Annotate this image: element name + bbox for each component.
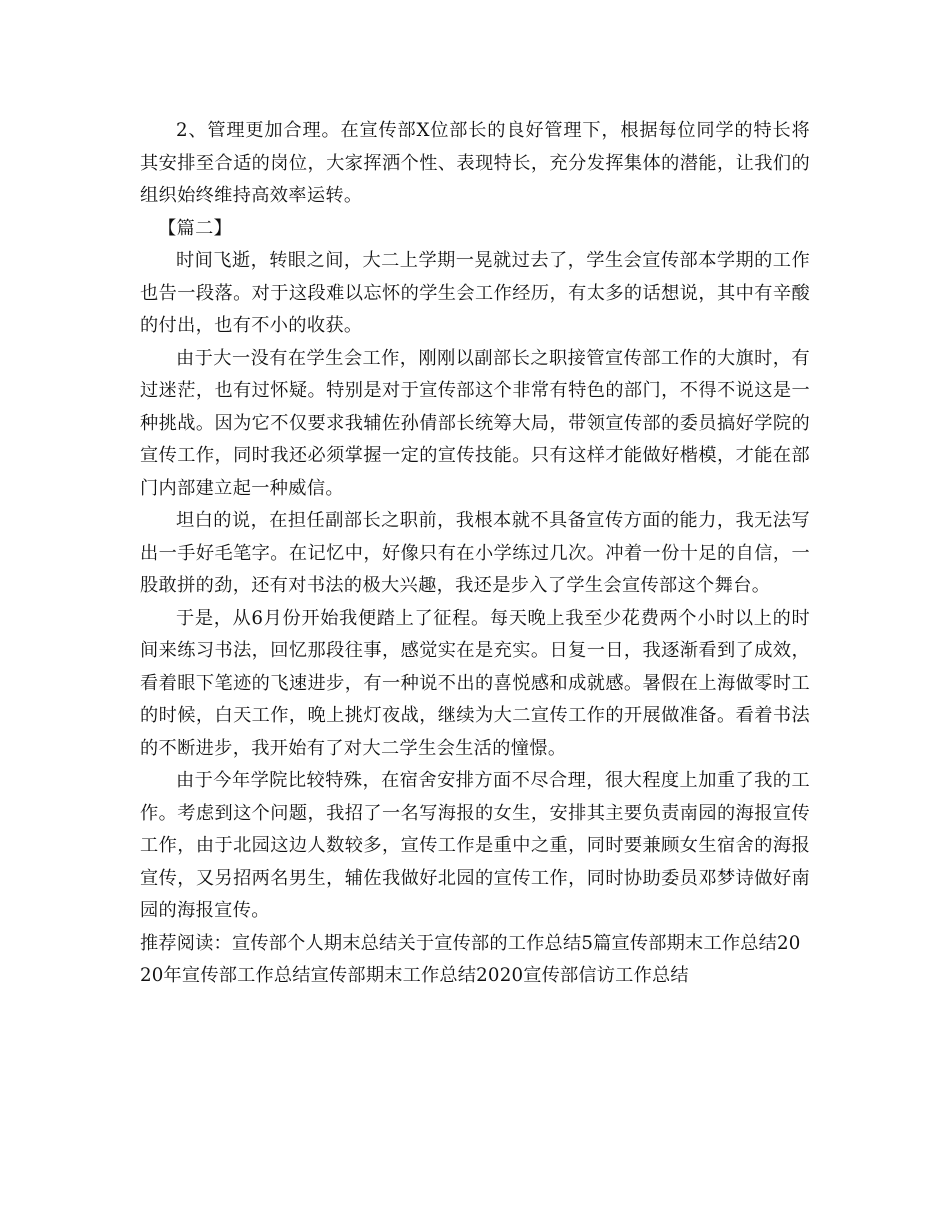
- section-title: 【篇二】: [158, 217, 233, 239]
- recommended-link[interactable]: 2020年宣传部工作总结: [140, 932, 801, 986]
- paragraph-intro: 时间飞逝，转眼之间，大二上学期一晃就过去了，学生会宣传部本学期的工作也告一段落。对于这段难以忘怀的学生会工作经历，有太多的话想说，其中有辛酸的付出，也有不小的收获。: [140, 250, 810, 336]
- recommended-reading: [140, 928, 810, 993]
- paragraph-calligraphy: 坦白的说，在担任副部长之职前，我根本就不具备宣传方面的能力，我无法写出一手好毛笔字。在记忆中，好像只有在小学练过几次。冲着一份十足的自信，一股敢拼的劲，还有对书法的极大兴趣，我还是步入了学生会宣传部这个舞台。: [140, 510, 810, 596]
- paragraph-recruitment: 由于今年学院比较特殊，在宿舍安排方面不尽合理，很大程度上加重了我的工作。考虑到这个问题，我招了一名写海报的女生，安排其主要负责南园的海报宣传工作，由于北园这边人数较多，宣传工作是重中之重，同时要兼顾女生宿舍的海报宣传，又另招两名男生，辅佐我做好北园的宣传工作，同时协助委员邓梦诗做好南园的海报宣传。: [140, 770, 810, 921]
- recommended-link[interactable]: 宣传部个人期末总结: [231, 932, 398, 954]
- paragraph-practice: 于是，从6月份开始我便踏上了征程。每天晚上我至少花费两个小时以上的时间来练习书法，回忆那段往事，感觉实在是充实。日复一日，我逐渐看到了成效，看着眼下笔迹的飞速进步，有一种说不出的喜悦感和成就感。暑假在上海做零时工的时候，白天工作，晚上挑灯夜战，继续为大二宣传工作的开展做准备。看着书法的不断进步，我开始有了对大二学生会生活的憧憬。: [140, 607, 810, 759]
- paragraph-management: 2、管理更加合理。在宣传部X位部长的良好管理下，根据每位同学的特长将其安排至合适的岗位，大家挥洒个性、表现特长，充分发挥集体的潜能，让我们的组织始终维持高效率运转。: [140, 120, 810, 206]
- recommended-link[interactable]: 宣传部期末工作总结: [310, 965, 477, 986]
- recommended-link[interactable]: 宣传部期末工作总结: [611, 932, 777, 954]
- paragraph-challenge: 由于大一没有在学生会工作，刚刚以副部长之职接管宣传部工作的大旗时，有过迷茫，也有过怀疑。特别是对于宣传部这个非常有特色的部门，不得不说这是一种挑战。因为它不仅要求我辅佐孙倩部长统筹大局，带领宣传部的委员搞好学院的宣传工作，同时我还必须掌握一定的宣传技能。只有这样才能做好楷模，才能在部门内部建立起一种威信。: [140, 347, 810, 499]
- recommended-link[interactable]: 2020宣传部信访工作总结: [476, 965, 689, 986]
- recommended-reading-label: 推荐阅读：: [140, 932, 232, 954]
- document-page: [140, 115, 810, 993]
- recommended-link[interactable]: 关于宣传部的工作总结5篇: [397, 932, 612, 954]
